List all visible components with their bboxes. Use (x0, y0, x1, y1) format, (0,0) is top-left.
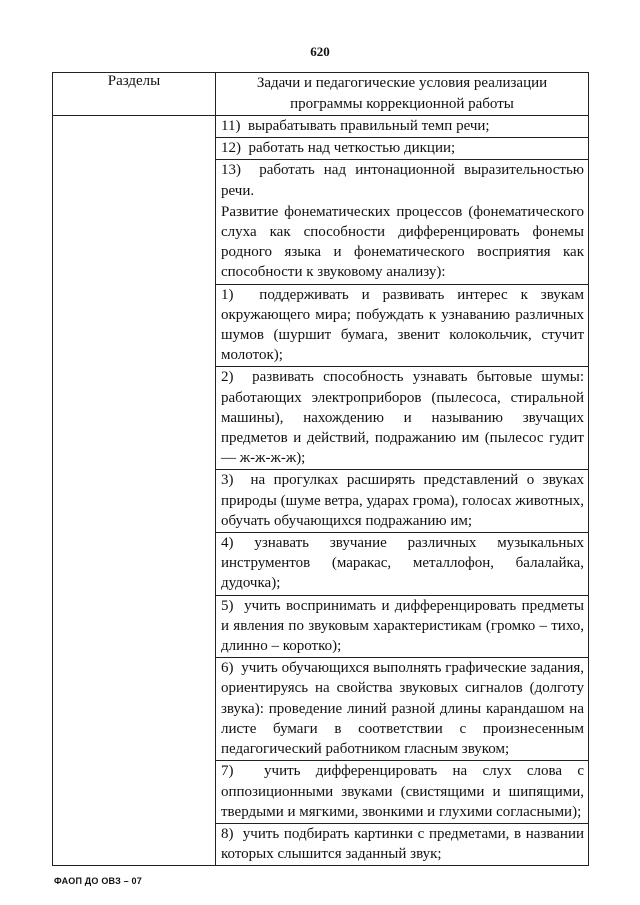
task-item-1: 1) поддерживать и развивать интерес к звукам окружающего мира; побуждать к узнаванию различных шумов (шуршит бумага, звенит колокольчик, стучит молоток); (216, 285, 588, 368)
task-item-5: 5) учить воспринимать и дифференцировать предметы и явления по звуковым характеристикам (громко – тихо, длинно – коротко); (216, 596, 588, 659)
table-header-row (53, 73, 589, 116)
sections-cell (53, 116, 216, 866)
task-item-6: 6) учить обучающихся выполнять графические задания, ориентируясь на свойства звуковых сигналов (долготу звука): проведение линий разной длины карандашом на листе бумаги в соответствии с произнесенным педагогический работником гласным звуком; (216, 658, 588, 761)
document-footer: ФАОП ДО ОВЗ – 07 (54, 876, 142, 886)
task-item-7: 7) учить дифференцировать на слух слова с оппозиционными звуками (свистящими и шипящими, твердыми и мягкими, звонкими и глухими согласными); (216, 761, 588, 824)
table-body-row (53, 116, 589, 866)
task-item-12: 12) работать над четкостью дикции; (216, 138, 588, 160)
program-table (52, 72, 589, 866)
task-item-4: 4) узнавать звучание различных музыкальных инструментов (маракас, металлофон, балалайка, дудочка); (216, 533, 588, 596)
phonematic-intro: Развитие фонематических процессов (фонематического слуха как способности дифференцировать фонемы родного языка и фонематического восприятия как способности к звуковому анализу): (216, 202, 588, 285)
header-tasks-line-1: Задачи и педагогические условия реализации (256, 75, 548, 91)
page-number: 620 (310, 44, 330, 59)
header-tasks-line-2: программы коррекционной работы (290, 96, 514, 112)
task-item-11: 11) вырабатывать правильный темп речи; (216, 116, 588, 138)
task-item-2: 2) развивать способность узнавать бытовые шумы: работающих электроприборов (пылесоса, стиральной машины), нахождению и называнию звучащих предметов и действий, подражанию им (пылесос гудит — ж-ж-ж-ж); (216, 367, 588, 470)
tasks-cell (216, 116, 589, 866)
task-item-13: 13) работать над интонационной выразительностью речи. (221, 162, 584, 199)
header-tasks (216, 73, 589, 116)
task-item-3: 3) на прогулках расширять представлений о звуках природы (шуме ветра, ударах грома), голосах животных, обучать обучающихся подражанию им; (216, 470, 588, 533)
task-item-8: 8) учить подбирать картинки с предметами, в названии которых слышится заданный звук; (221, 825, 584, 863)
header-sections: Разделы (53, 73, 216, 116)
